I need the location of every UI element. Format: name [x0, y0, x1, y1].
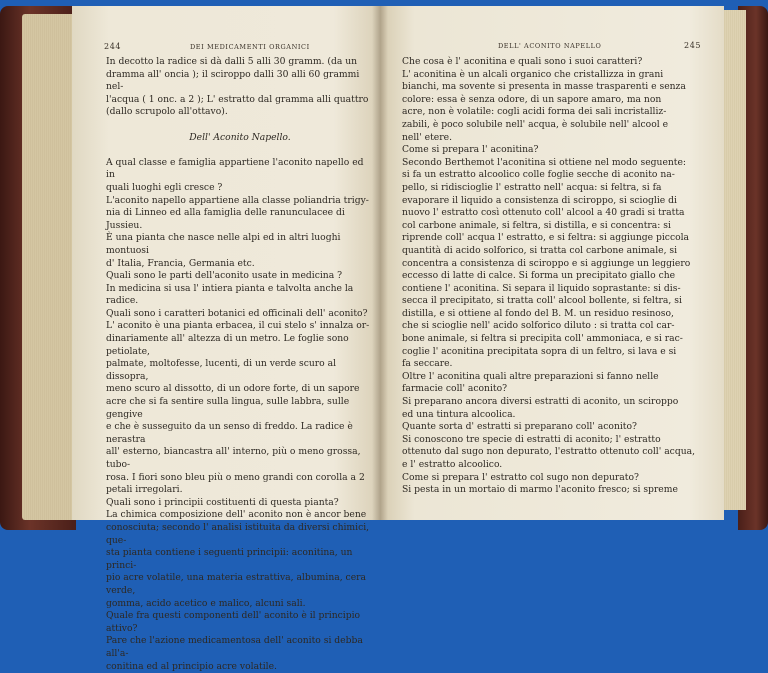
- left-page-line: rosa. I fiori sono bleu più o meno grandi con corolla a 2: [106, 472, 374, 485]
- left-page-line: Quali sono i principii costituenti di questa pianta?: [106, 497, 374, 510]
- right-page-line: Che cosa è l' aconitina e quali sono i suoi caratteri?: [402, 56, 702, 69]
- left-page-line: dramma all' oncia ); il sciroppo dalli 30 alli 60 grammi nel-: [106, 69, 374, 94]
- right-page-line: ottenuto dal sugo non depurato, l'estratto ottenuto coll' acqua,: [402, 446, 702, 459]
- left-page-line: [106, 119, 374, 132]
- right-page-line: che si scioglie nell' acido solforico diluto : si tratta col car-: [402, 320, 702, 333]
- right-page-line: L' aconitina è un alcali organico che cristallizza in grani: [402, 69, 702, 82]
- left-page-line: L' aconito è una pianta erbacea, il cui stelo s' innalza or-: [106, 320, 374, 333]
- left-page-line: petali irregolari.: [106, 484, 374, 497]
- right-page-line: Secondo Berthemot l'aconitina si ottiene nel modo seguente:: [402, 157, 702, 170]
- right-page-line: farmacie coll' aconito?: [402, 383, 702, 396]
- left-page-line: pio acre volatile, una materia estrattiva, albumina, cera verde,: [106, 572, 374, 597]
- left-page-line: In decotto la radice si dà dalli 5 alli 30 gramm. (da un: [106, 56, 374, 69]
- left-page-line: attivo?: [106, 623, 374, 636]
- page-edges-left: [22, 14, 78, 520]
- left-page-line: d' Italia, Francia, Germania etc.: [106, 258, 374, 271]
- right-page-line: ed una tintura alcoolica.: [402, 409, 702, 422]
- left-page-line: all' esterno, biancastra all' interno, più o meno grossa, tubo-: [106, 446, 374, 471]
- left-page-line: conitina ed al principio acre volatile.: [106, 661, 374, 673]
- left-page-line: [106, 144, 374, 157]
- right-page-line: bianchi, ma sovente si presenta in masse trasparenti e senza: [402, 81, 702, 94]
- left-page-line: Quali sono le parti dell'aconito usate in medicina ?: [106, 270, 374, 283]
- right-page-line: contiene l' aconitina. Si separa il liquido soprastante: si dis-: [402, 283, 702, 296]
- right-page-line: Si conoscono tre specie di estratti di aconito; l' estratto: [402, 434, 702, 447]
- right-page-line: nuovo l' estratto così ottenuto coll' alcool a 40 gradi si tratta: [402, 207, 702, 220]
- left-page-line: e che è susseguito da un senso di freddo. La radice è nerastra: [106, 421, 374, 446]
- right-page-line: Si preparano ancora diversi estratti di aconito, un sciroppo: [402, 396, 702, 409]
- right-page-line: eccesso di latte di calce. Si forma un precipitato giallo che: [402, 270, 702, 283]
- right-page-line: evaporare il liquido a consistenza di sciroppo, si scioglie di: [402, 195, 702, 208]
- left-page-line: acre che si fa sentire sulla lingua, sulle labbra, sulle gengive: [106, 396, 374, 421]
- left-page-line: sta pianta contiene i seguenti principii: aconitina, un princi-: [106, 547, 374, 572]
- left-page-header: [104, 42, 366, 51]
- left-page-line: (dallo scrupolo all'ottavo).: [106, 106, 374, 119]
- left-page-line: Quali sono i caratteri botanici ed officinali dell' aconito?: [106, 308, 374, 321]
- left-page-text: [106, 56, 374, 673]
- right-page-line: Si pesta in un mortaio di marmo l'aconito fresco; si spreme: [402, 484, 702, 497]
- left-page-line: palmate, moltofesse, lucenti, di un verde scuro al dissopra,: [106, 358, 374, 383]
- right-page-line: secca il precipitato, si tratta coll' alcool bollente, si feltra, si: [402, 295, 702, 308]
- left-page-line: La chimica composizione dell' aconito non è ancor bene: [106, 509, 374, 522]
- left-page-line: In medicina si usa l' intiera pianta e talvolta anche la radice.: [106, 283, 374, 308]
- right-page-line: pello, si ridiscioglie l' estratto nell' acqua: si feltra, si fa: [402, 182, 702, 195]
- right-page-line: distilla, e si ottiene al fondo del B. M. un residuo resinoso,: [402, 308, 702, 321]
- right-page-line: e l' estratto alcoolico.: [402, 459, 702, 472]
- right-page-line: nell' etere.: [402, 132, 702, 145]
- left-page-line: L'aconito napello appartiene alla classe poliandria trigy-: [106, 195, 374, 208]
- left-page-line: gomma, acido acetico e malico, alcuni sali.: [106, 598, 374, 611]
- left-page-line: conosciuta; secondo l' analisi istituita da diversi chimici, que-: [106, 522, 374, 547]
- left-page-line: È una pianta che nasce nelle alpi ed in altri luoghi montuosi: [106, 232, 374, 257]
- left-page-line: meno scuro al dissotto, di un odore forte, di un sapore: [106, 383, 374, 396]
- right-page-line: si fa un estratto alcoolico colle foglie secche di aconito na-: [402, 169, 702, 182]
- left-page-line: quali luoghi egli cresce ?: [106, 182, 374, 195]
- book-gutter: [372, 6, 388, 520]
- left-page-line: nia di Linneo ed alla famiglia delle ranunculacee di Jussieu.: [106, 207, 374, 232]
- right-page-number: 245: [684, 41, 701, 50]
- left-page-line: Dell' Aconito Napello.: [106, 132, 374, 145]
- left-page-line: l'acqua ( 1 onc. a 2 ); L' estratto dal gramma alli quattro: [106, 94, 374, 107]
- left-page-number: 244: [104, 42, 121, 51]
- right-page-line: acre, non è volatile: cogli acidi forma dei sali incristalliz-: [402, 106, 702, 119]
- right-page-line: colore: essa è senza odore, di un sapore amaro, ma non: [402, 94, 702, 107]
- right-page-line: zabili, è poco solubile nell' acqua, è solubile nell' alcool e: [402, 119, 702, 132]
- right-page-line: Come si prepara l' estratto col sugo non depurato?: [402, 472, 702, 485]
- page-edges-right: [722, 10, 746, 510]
- right-page-header: [498, 42, 710, 50]
- right-page-line: coglie l' aconitina precipitata sopra di un feltro, si lava e si: [402, 346, 702, 359]
- right-page-line: concentra a consistenza di sciroppo e si aggiunge un leggiero: [402, 258, 702, 271]
- right-page-line: Quante sorta d' estratti si preparano coll' aconito?: [402, 421, 702, 434]
- left-page-line: Quale fra questi componenti dell' aconito è il principio: [106, 610, 374, 623]
- right-page-line: bone animale, si feltra si precipita coll' ammoniaca, e si rac-: [402, 333, 702, 346]
- right-page-line: quantità di acido solforico, si tratta col carbone animale, si: [402, 245, 702, 258]
- left-running-title: DEI MEDICAMENTI ORGANICI: [190, 43, 310, 51]
- left-page-line: Pare che l'azione medicamentosa dell' aconito si debba all'a-: [106, 635, 374, 660]
- right-running-title: DELL' ACONITO NAPELLO: [498, 42, 602, 50]
- right-page-line: Oltre l' aconitina quali altre preparazioni si fanno nelle: [402, 371, 702, 384]
- right-page-text: [402, 56, 702, 497]
- right-page-line: col carbone animale, si feltra, si distilla, e si concentra: si: [402, 220, 702, 233]
- left-page-line: dinariamente all' altezza di un metro. Le foglie sono petiolate,: [106, 333, 374, 358]
- right-page-line: riprende coll' acqua l' estratto, e si feltra: si aggiunge piccola: [402, 232, 702, 245]
- right-page-line: Come si prepara l' aconitina?: [402, 144, 702, 157]
- left-page-line: A qual classe e famiglia appartiene l'aconito napello ed in: [106, 157, 374, 182]
- right-page-line: fa seccare.: [402, 358, 702, 371]
